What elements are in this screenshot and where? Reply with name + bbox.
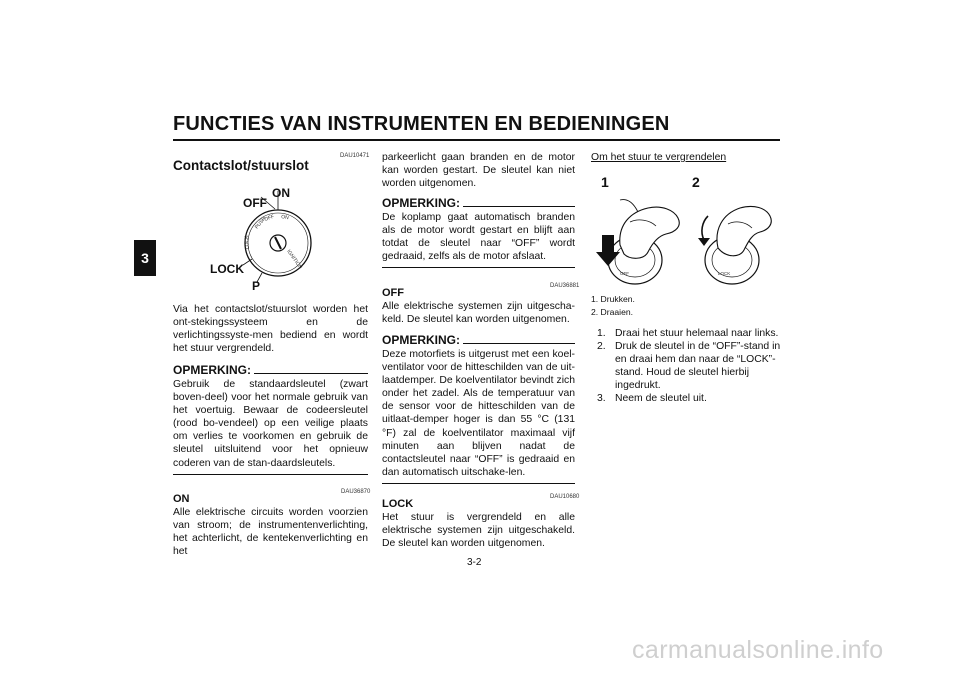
chapter-tab: 3 xyxy=(134,240,156,276)
note-label: OPMERKING: xyxy=(382,196,460,210)
step-item: 1. Draai het stuur helemaal naar links. xyxy=(597,328,779,339)
caption-1: 1. Drukken. xyxy=(591,294,635,304)
note-block xyxy=(173,363,368,475)
steps-list xyxy=(597,327,783,405)
note-block xyxy=(382,196,575,268)
subsection-title: Om het stuur te vergrendelen xyxy=(591,152,727,163)
figure-label-2: 2 xyxy=(692,174,700,190)
lock-paragraph: Het stuur is vergrendeld en alle elektrische systemen zijn uitgeschakeld. De sleutel kan worden uitgenomen. xyxy=(382,512,575,550)
svg-text:LOCK: LOCK xyxy=(718,271,731,276)
page-number: 3-2 xyxy=(467,557,482,568)
svg-text:ON: ON xyxy=(280,214,290,222)
lock-heading: LOCK xyxy=(382,498,414,510)
off-heading: OFF xyxy=(382,287,404,299)
note-end-rule xyxy=(173,474,368,475)
note-block xyxy=(382,333,575,484)
off-label: OFF xyxy=(243,196,267,210)
on-heading: ON xyxy=(173,493,190,505)
ref-code: DAU10471 xyxy=(340,153,370,159)
step-item: 2. Druk de sleutel in de “OFF”-stand in en draai hem dan naar de “LOCK”-stand. Houd de sleutel hierbij ingedrukt. xyxy=(597,341,781,391)
caption-2: 2. Draaien. xyxy=(591,307,634,317)
p-label: P xyxy=(252,279,261,293)
page-title: FUNCTIES VAN INSTRUMENTEN EN BEDIENINGEN xyxy=(173,113,670,135)
watermark: carmanualsonline.info xyxy=(632,636,884,664)
svg-text:OFF: OFF xyxy=(263,213,276,223)
note-end-rule xyxy=(382,267,575,268)
continued-paragraph: parkeerlicht gaan branden en de motor kan worden gestart. De sleutel kan niet worden uitgenomen. xyxy=(382,152,575,190)
note-text: Gebruik de standaardsleutel (zwart boven-deel) voor het normale gebruik van het voertuig. Bewaar de codeersleutel (rood bo-vendeel) op een veilige plaats om verlies te voorkomen en gebruik de sleutel uitsluitend voor het opnieuw coderen van de stan-daardsleutels. xyxy=(173,379,368,469)
ref-code: DAU36870 xyxy=(341,489,371,495)
steering-lock-illustration xyxy=(590,190,780,288)
on-paragraph: Alle elektrische circuits worden voorzien van stroom; de instrumentenverlichting, het achterlicht, de kentekenverlichting en het xyxy=(173,507,368,558)
lock-label: LOCK xyxy=(210,262,244,276)
intro-paragraph: Via het contactslot/stuurslot worden het ont-stekingssysteem en de verlichtingssyste-men bediend en wordt het stuur vergrendeld. xyxy=(173,304,368,355)
svg-text:OFF: OFF xyxy=(620,271,629,276)
svg-text:PUSH: PUSH xyxy=(253,215,268,231)
note-label: OPMERKING: xyxy=(173,363,251,377)
note-end-rule xyxy=(382,483,575,484)
step-item: 3. Neem de sleutel uit. xyxy=(597,393,707,404)
svg-text:IGNITION: IGNITION xyxy=(285,248,304,271)
figure-label-1: 1 xyxy=(601,174,609,190)
section-title: Contactslot/stuurslot xyxy=(173,158,309,173)
ref-code: DAU36881 xyxy=(550,283,580,289)
header-rule xyxy=(173,139,780,141)
off-paragraph: Alle elektrische systemen zijn uitgescha-keld. De sleutel kan worden uitgenomen. xyxy=(382,301,575,326)
note-text: De koplamp gaat automatisch branden als de motor wordt gestart en blijft aan totdat de sleutel naar “OFF” wordt gedraaid, zelfs als de motor afslaat. xyxy=(382,212,575,263)
on-label: ON xyxy=(272,186,290,200)
ref-code: DAU10680 xyxy=(550,494,580,500)
svg-text:LOCK: LOCK xyxy=(243,235,251,250)
note-label: OPMERKING: xyxy=(382,333,460,347)
note-text: Deze motorfiets is uitgerust met een koel-ventilator voor de hitteschilden van de uit-laatdemper. De koelventilator bevindt zich onder het zadel. Als de temperatuur van de sensor voor de hitteschilden van de uitlaat-demper hoger is dan 55 °C (131 °F) zal de koelventilator maximaal vijf minuten aan blijven nadat de contactsleutel naar “OFF” is gedraaid en dan automatisch uitschake-len. xyxy=(382,349,575,478)
